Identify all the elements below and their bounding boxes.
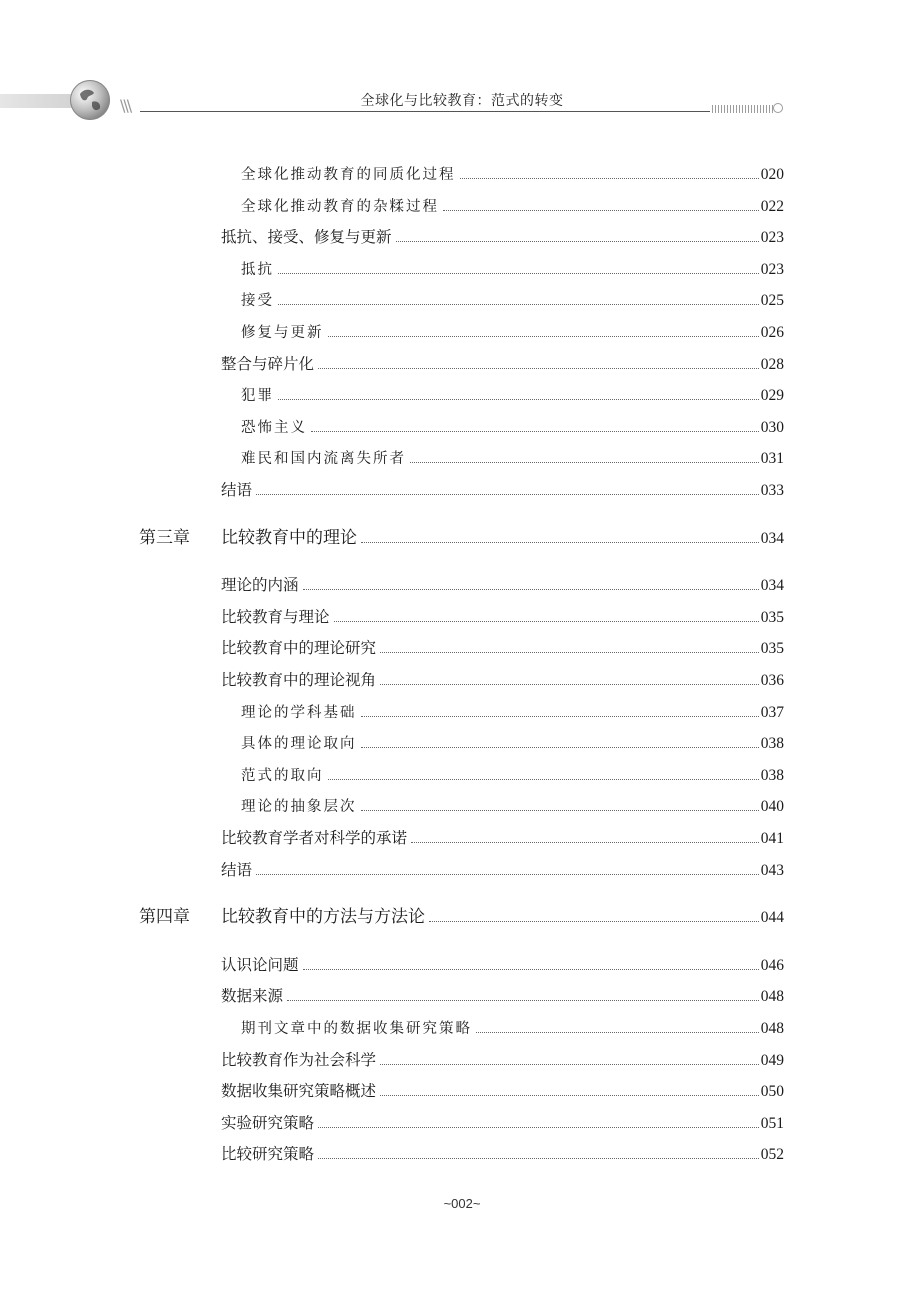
toc-entry [241,318,784,342]
dot-leader [318,368,759,369]
toc-title: 实验研究策略 [221,1113,315,1132]
toc-title: 比较教育中的理论视角 [221,671,377,689]
toc-entry [241,413,784,437]
toc-entry [241,255,784,279]
toc-page-number: 044 [760,909,784,927]
toc-page-number: 031 [760,450,784,468]
toc-page-number: 050 [760,1083,784,1101]
toc-entry [241,286,784,310]
toc-title: 理论的内涵 [221,576,299,595]
toc-entry [241,381,784,405]
toc-page-number: 038 [760,766,784,784]
toc-title: 比较教育中的理论 [221,527,357,548]
toc-page-number: 038 [760,735,784,753]
toc-page-number: 026 [760,324,784,341]
toc-entry [221,1140,784,1164]
toc-page-number: 041 [760,830,784,847]
dot-leader [303,589,759,590]
toc-page-number: 046 [760,956,784,974]
toc-entry [221,634,784,658]
chapter-number: 第三章 [139,527,190,548]
toc-title: 数据来源 [221,987,284,1006]
dot-leader [361,747,759,748]
toc-chapter [139,903,784,928]
toc-entry [221,603,784,627]
toc-title: 抵抗、接受、修复与更新 [221,228,392,247]
toc-title: 比较教育与理论 [221,607,330,626]
toc-page-number: 025 [760,292,784,310]
toc-entry [221,223,784,247]
toc-page-number: 033 [760,482,784,499]
dot-leader [380,1095,759,1096]
toc-entry [221,1077,784,1101]
toc-page-number: 035 [760,608,784,626]
toc-entry [221,824,784,848]
toc-page-number: 023 [760,229,784,247]
toc-title: 修复与更新 [241,325,324,341]
toc-page-number: 034 [760,577,784,595]
toc-page-number: 040 [760,798,784,816]
toc-title: 认识论问题 [221,955,299,974]
toc-title: 全球化推动教育的杂糅过程 [241,198,439,215]
dot-leader [396,241,759,242]
dot-leader [328,779,759,780]
dot-leader [303,969,759,970]
dot-leader [361,716,759,717]
toc-page-number: 035 [760,640,784,658]
dot-leader [361,810,759,811]
dot-leader [443,210,759,211]
dot-leader [256,494,759,495]
toc-entry [221,856,784,880]
toc-entry [241,792,784,816]
toc-entry [241,1014,784,1038]
dot-leader [380,652,759,653]
dot-leader [278,304,759,305]
header-slashes-decoration: \\\ [120,96,131,115]
dot-leader [361,542,759,543]
page-number: ~002~ [443,1196,481,1211]
toc-chapter [139,524,784,548]
dot-leader [410,462,759,463]
toc-page-number: 043 [760,861,784,879]
toc-page-number: 051 [760,1114,784,1132]
header-title: 全球化与比较教育：范式的转变 [360,93,564,109]
toc-entry [241,729,784,753]
toc-entry [221,476,784,500]
toc-title: 难民和国内流离失所者 [241,451,406,468]
dot-leader [311,431,759,432]
toc-page-number: 034 [760,529,784,547]
toc-page-number: 029 [760,387,784,405]
toc-page-number: 048 [760,988,784,1006]
toc-title: 结语 [221,860,253,879]
toc-entry [241,160,784,184]
toc-entry [221,571,784,595]
toc-title: 结语 [221,481,253,499]
toc-page-number: 020 [760,166,784,183]
running-header [0,70,924,130]
toc-page-number: 052 [760,1146,784,1164]
toc-title: 全球化推动教育的同质化过程 [241,167,456,183]
toc-title: 比较研究策略 [221,1145,315,1164]
toc-entry [221,350,784,374]
dot-leader [334,621,759,622]
toc-entry [241,192,784,216]
toc-page-number: 049 [760,1051,784,1069]
toc-entry [241,444,784,468]
dot-leader [278,399,759,400]
dot-leader [278,273,759,274]
chapter-number: 第四章 [139,907,190,928]
toc-title: 恐怖主义 [241,419,307,436]
toc-entry [221,1109,784,1133]
dot-leader [328,336,759,337]
toc-title: 比较教育中的理论研究 [221,639,377,658]
toc-entry [221,1046,784,1070]
toc-title: 期刊文章中的数据收集研究策略 [241,1021,472,1037]
toc-entry [221,951,784,975]
toc-page-number: 023 [760,260,784,278]
dot-leader [411,842,759,843]
toc-title: 范式的取向 [241,767,324,784]
toc-title: 整合与碎片化 [221,354,315,373]
toc-title: 具体的理论取向 [241,736,357,753]
toc-title: 数据收集研究策略概述 [221,1082,377,1101]
toc-page-number: 028 [760,355,784,373]
dot-leader [256,874,759,875]
toc-page-number: 022 [760,197,784,215]
toc-title: 比较教育作为社会科学 [221,1050,377,1069]
toc-entry [221,666,784,690]
toc-entry [241,698,784,722]
header-rule [140,111,710,112]
dot-leader [318,1158,759,1159]
dot-leader [460,178,759,179]
toc-entry [241,761,784,785]
toc-page-number: 048 [760,1020,784,1037]
dot-leader [287,1000,759,1001]
toc-page-number: 036 [760,672,784,689]
toc-title: 接受 [241,293,274,310]
toc-title: 比较教育中的方法与方法论 [221,907,425,928]
dot-leader [380,684,759,685]
toc-title: 犯罪 [241,388,274,405]
toc-title: 理论的抽象层次 [241,799,357,816]
dot-leader [476,1032,759,1033]
toc-title: 比较教育学者对科学的承诺 [221,829,408,847]
dot-leader [380,1064,759,1065]
toc-title: 理论的学科基础 [241,704,357,721]
dot-leader [429,921,759,922]
toc-entry [221,982,784,1006]
dot-leader [318,1127,759,1128]
toc-title: 抵抗 [241,261,274,278]
toc-page-number: 037 [760,703,784,721]
toc-page-number: 030 [760,418,784,436]
